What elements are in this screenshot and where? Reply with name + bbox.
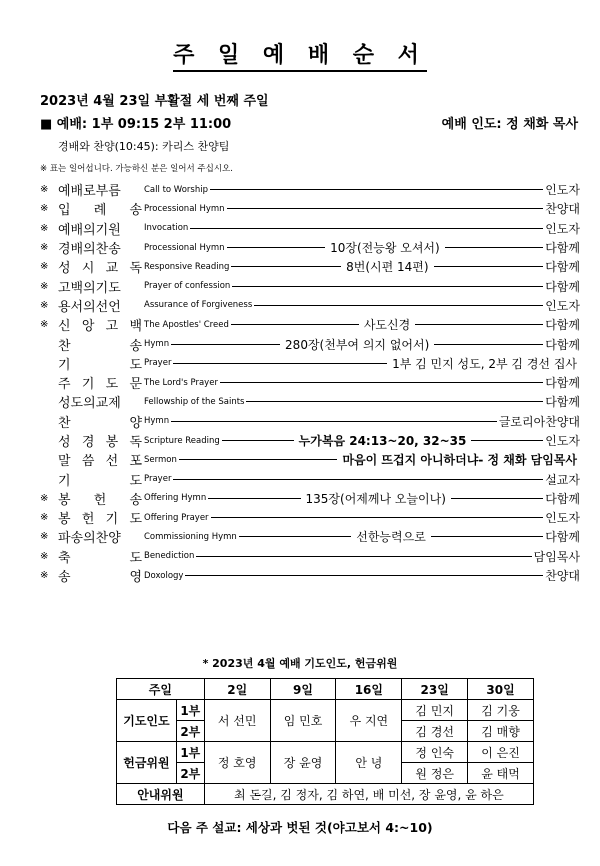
usher-label: 안내위원: [117, 784, 205, 805]
standing-mark: ※: [40, 570, 49, 582]
order-item: [40, 276, 580, 295]
order-item-name: 송 영: [58, 570, 142, 586]
order-item-detail: 1부 김 민지 성도, 2부 김 경선 집사: [392, 356, 577, 371]
header-cell: 30일: [468, 679, 534, 700]
order-item-name: 봉 헌 송: [58, 492, 142, 508]
table-cell: 임 민호: [270, 700, 336, 742]
table-cell: 안 녕: [336, 742, 402, 784]
order-item-leader: 인도자: [545, 221, 580, 236]
standing-mark: ※: [40, 222, 49, 234]
usher-names: 최 돈길, 김 정자, 김 하연, 배 미선, 장 윤영, 윤 하은: [204, 784, 533, 805]
order-item-name: 기 도: [58, 357, 142, 373]
table-cell: 윤 태먹: [468, 763, 534, 784]
leader-line: [239, 536, 351, 537]
order-item: [40, 315, 580, 334]
order-item: [40, 508, 580, 527]
order-item-english: Offering Prayer: [144, 512, 209, 523]
order-item-name: 축 도: [58, 550, 142, 566]
leader-line: [231, 266, 341, 267]
part-label: 1부: [176, 700, 204, 721]
order-item-leader: 다함께: [545, 279, 580, 294]
leader-line: [415, 324, 543, 325]
table-cell: 원 정은: [402, 763, 468, 784]
leader-line: [445, 247, 544, 248]
table-cell: 정 호영: [204, 742, 270, 784]
leader-line: [431, 536, 543, 537]
service-date: 2023년 4월 23일 부활절 세 번째 주일: [40, 94, 269, 109]
standing-mark: ※: [40, 203, 49, 215]
order-item: [40, 296, 580, 315]
order-item: [40, 373, 580, 392]
prayer-label: 기도인도: [117, 700, 177, 742]
leader-line: [220, 382, 543, 383]
order-item-name: 경배의찬송: [58, 242, 121, 258]
order-item-english: Assurance of Forgiveness: [144, 300, 253, 311]
order-item: [40, 392, 580, 411]
order-item-name: 찬 송: [58, 338, 142, 354]
order-item: [40, 431, 580, 450]
standing-mark: ※: [40, 242, 49, 254]
part-label: 2부: [176, 721, 204, 742]
order-item-leader: 다함께: [545, 318, 580, 333]
order-item-leader: 다함께: [545, 241, 580, 256]
leader-line: [434, 344, 543, 345]
table-row: [117, 784, 534, 805]
leader-line: [196, 556, 531, 557]
leader-line: [471, 440, 543, 441]
leader-line: [451, 498, 543, 499]
order-item-leader: 찬양대: [545, 569, 580, 584]
header-cell: 주일: [117, 679, 205, 700]
leader-line: [434, 266, 544, 267]
service-times: ■ 예배: 1부 09:15 2부 11:00: [40, 117, 232, 132]
order-item: [40, 180, 580, 199]
table-cell: 장 윤영: [270, 742, 336, 784]
part-label: 1부: [176, 742, 204, 763]
table-row: [117, 700, 534, 721]
order-item-english: Prayer: [144, 474, 172, 485]
order-item-detail: 10장(전능왕 오셔서): [330, 241, 440, 256]
standing-mark: ※: [40, 299, 49, 311]
header-cell: 23일: [402, 679, 468, 700]
order-item-leader: 찬양대: [545, 202, 580, 217]
order-item-leader: 다함께: [545, 376, 580, 391]
leader-line: [254, 305, 543, 306]
order-item-name: 주 기 도 문: [58, 377, 142, 393]
praise-info: 경배와 찬양(10:45): 카리스 찬양팀: [58, 140, 230, 153]
order-item-leader: 설교자: [545, 472, 580, 487]
order-item: [40, 450, 580, 469]
table-cell: 정 인숙: [402, 742, 468, 763]
order-item-name: 성도의교제: [58, 396, 121, 412]
leader-line: [171, 344, 280, 345]
standing-mark: ※: [40, 492, 49, 504]
order-item-leader: 글로리아찬양대: [498, 414, 580, 429]
table-cell: 서 선민: [204, 700, 270, 742]
standing-mark: ※: [40, 319, 49, 331]
table-cell: 우 지연: [336, 700, 402, 742]
order-item-name: 용서의선언: [58, 299, 121, 315]
order-item-detail: 135장(어제께나 오늘이나): [305, 491, 446, 506]
leader-line: [185, 575, 543, 576]
order-item: [40, 412, 580, 431]
order-item-english: Prayer of confession: [144, 281, 231, 292]
table-cell: 김 기웅: [468, 700, 534, 721]
order-item-english: Commissioning Hymn: [144, 531, 237, 542]
order-item-english: Offering Hymn: [144, 493, 207, 504]
order-item-leader: 다함께: [545, 530, 580, 545]
order-item: [40, 334, 580, 353]
order-item: [40, 354, 580, 373]
next-sermon: 다음 주 설교: 세상과 벗된 것(야고보서 4:~10): [167, 820, 433, 835]
order-item-name: 성 시 교 독: [58, 261, 142, 277]
leader-line: [222, 440, 294, 441]
order-item-english: Invocation: [144, 223, 189, 234]
part-label: 2부: [176, 763, 204, 784]
order-item: [40, 566, 580, 585]
order-item-leader: 인도자: [545, 434, 581, 448]
order-item: [40, 547, 580, 566]
header-cell: 2일: [204, 679, 270, 700]
order-item: [40, 199, 580, 218]
order-item-name: 고백의기도: [58, 280, 121, 296]
order-item-name: 성 경 봉 독: [58, 435, 142, 450]
order-item: [40, 489, 580, 508]
order-item: [40, 238, 580, 257]
order-item-english: The Apostles' Creed: [144, 319, 229, 330]
order-item-name: 파송의찬양: [58, 531, 121, 547]
order-item: [40, 469, 580, 488]
header-cell: 16일: [336, 679, 402, 700]
order-of-worship: [40, 180, 580, 585]
order-item-detail: 사도신경: [363, 318, 411, 333]
schedule-caption: * 2023년 4월 예배 기도인도, 헌금위원: [202, 657, 398, 670]
schedule-table: [116, 678, 534, 805]
order-item-english: Processional Hymn: [144, 203, 225, 214]
leader-line: [227, 247, 326, 248]
order-item-english: Fellowship of the Saints: [144, 396, 245, 407]
order-item-name: 말 씀 선 포: [58, 454, 142, 470]
table-cell: 김 매향: [468, 721, 534, 742]
table-cell: 김 경선: [402, 721, 468, 742]
order-item-english: Call to Worship: [144, 184, 208, 195]
order-item: [40, 219, 580, 238]
leader-line: [173, 363, 387, 364]
order-item-english: The Lord's Prayer: [144, 377, 218, 388]
order-item-name: 예배의기원: [58, 222, 121, 238]
standing-mark: ※: [40, 261, 49, 273]
order-item-leader: 다함께: [545, 491, 581, 506]
order-item-english: Prayer: [144, 358, 172, 369]
order-item-english: Doxology: [144, 570, 184, 581]
order-item-name: 찬 양: [58, 415, 142, 431]
order-item-english: Processional Hymn: [144, 242, 225, 253]
leader-line: [231, 324, 359, 325]
standing-mark: ※: [40, 531, 49, 543]
order-item-leader: 인도자: [545, 183, 580, 198]
leader-line: [246, 401, 543, 402]
order-item-english: Hymn: [144, 416, 170, 427]
order-item-english: Responsive Reading: [144, 261, 230, 272]
order-item-name: 기 도: [58, 473, 142, 489]
order-item-english: Hymn: [144, 339, 170, 350]
leader-line: [173, 479, 543, 480]
leader-line: [179, 459, 338, 460]
order-item-detail: 누가복음 24:13~20, 32~35: [298, 434, 467, 448]
order-item: [40, 527, 580, 546]
order-item-leader: 다함께: [545, 260, 580, 275]
order-item: [40, 257, 580, 276]
leader-line: [211, 517, 544, 518]
leader-line: [208, 498, 300, 499]
table-header-row: [117, 679, 534, 700]
order-item-leader: 다함께: [545, 337, 581, 352]
order-item-english: Scripture Reading: [144, 435, 220, 446]
order-item-name: 신 앙 고 백: [58, 319, 142, 335]
table-cell: 이 은진: [468, 742, 534, 763]
order-item-english: Benediction: [144, 551, 195, 562]
worship-leader: 예배 인도: 정 채화 목사: [441, 117, 578, 132]
standing-mark: ※: [40, 280, 49, 292]
table-cell: 김 민지: [402, 700, 468, 721]
order-item-detail: 선한능력으로: [356, 530, 426, 545]
order-item-name: 입 례 송: [58, 203, 142, 219]
leader-line: [210, 189, 543, 190]
order-item-detail: 280장(천부여 의지 없어서): [285, 337, 430, 352]
leader-line: [232, 286, 543, 287]
order-item-leader: 인도자: [545, 298, 580, 313]
leader-line: [171, 421, 497, 422]
order-item-leader: 인도자: [545, 511, 580, 526]
standing-mark: ※: [40, 184, 49, 196]
order-item-name: 봉 헌 기 도: [58, 512, 142, 528]
standing-mark: ※: [40, 512, 49, 524]
standing-mark: ※: [40, 550, 49, 562]
order-item-leader: 담임목사: [533, 549, 580, 564]
order-item-leader: 다함께: [545, 395, 580, 410]
leader-line: [227, 208, 544, 209]
order-item-detail: 마음이 뜨겁지 아니하더냐- 정 채화 담임목사: [342, 453, 577, 468]
order-item-english: Sermon: [144, 454, 177, 465]
header-cell: 9일: [270, 679, 336, 700]
order-item-detail: 8번(시편 14편): [346, 260, 429, 275]
order-item-name: 예배로부름: [58, 184, 121, 200]
standing-note: ※ 표는 일어섭니다. 가능하신 분은 일어서 주십시오.: [40, 164, 233, 174]
table-row: [117, 742, 534, 763]
page-title: 주 일 예 배 순 서: [0, 38, 600, 69]
leader-line: [190, 228, 543, 229]
offering-label: 헌금위원: [117, 742, 177, 784]
